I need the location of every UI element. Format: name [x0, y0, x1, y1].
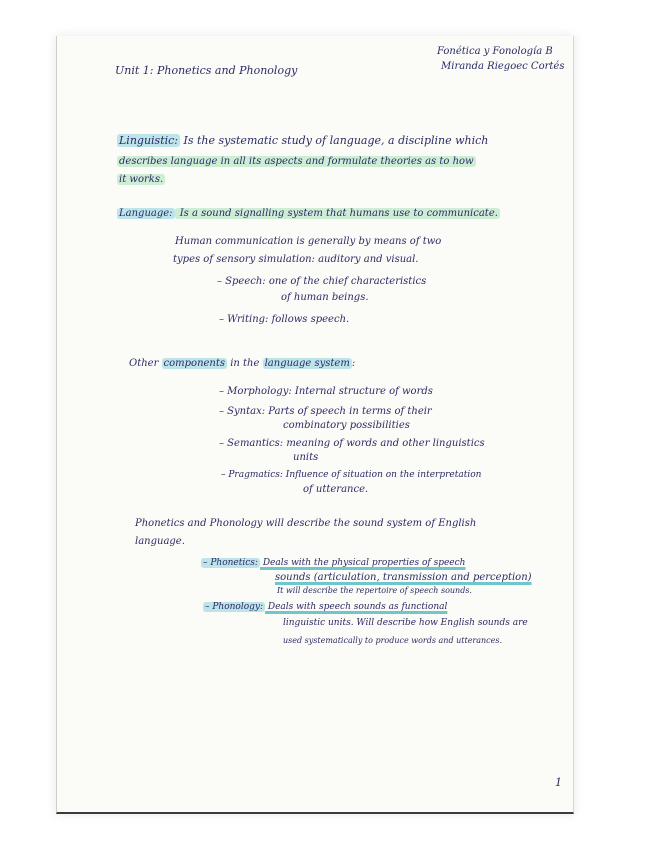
phonetics-label: – Phonetics: — [203, 558, 258, 568]
language-line-1 — [117, 208, 500, 219]
phonetics-line-1: – Phonetics: Deals with the physical properties of speech — [203, 558, 466, 568]
pragmatics-line-2: of utterance. — [303, 484, 369, 495]
communication-line-1: Human communication is generally by means of two — [175, 236, 442, 247]
course-name: Fonética y Fonología B — [437, 46, 553, 57]
communication-line-2: types of sensory simulation: auditory and visual. — [173, 254, 419, 265]
phonology-line-3: used systematically to produce words and utterances. — [283, 636, 503, 645]
linguistic-line-3: it works. — [119, 174, 164, 185]
semantics-line-2: units — [293, 452, 319, 463]
phonetics-line-2: sounds (articulation, transmission and perception) — [275, 572, 532, 583]
language-def: Is a sound signalling system that humans use to communicate. — [176, 208, 498, 219]
syntax-line-2: combinatory possibilities — [283, 420, 410, 431]
phonology-label: – Phonology: — [205, 602, 264, 612]
components-intro: Other components in the language system : — [129, 358, 356, 369]
semantics-line-1: – Semantics: meaning of words and other linguistics — [219, 438, 485, 449]
page-number: 1 — [555, 776, 562, 789]
pragmatics-line-1: – Pragmatics: Influence of situation on the interpretation — [221, 470, 482, 480]
morphology-line: – Morphology: Internal structure of words — [219, 386, 433, 397]
linguistic-term: Linguistic: — [119, 134, 179, 147]
linguistic-line-1 — [117, 134, 488, 147]
syntax-line-1: – Syntax: Parts of speech in terms of their — [219, 406, 432, 417]
notebook-page — [56, 36, 574, 814]
writing-line: – Writing: follows speech. — [219, 314, 350, 325]
phon-intro-line-1: Phonetics and Phonology will describe the sound system of English — [135, 518, 477, 529]
linguistic-def-1: Is the systematic study of language, a discipline which — [180, 134, 489, 147]
unit-title: Unit 1: Phonetics and Phonology — [115, 64, 298, 77]
author-name: Miranda Riegoec Cortés — [441, 61, 565, 72]
speech-line-1: – Speech: one of the chief characteristics — [217, 276, 427, 287]
language-term: Language: — [119, 208, 173, 219]
phonology-line-2: linguistic units. Will describe how English sounds are — [283, 618, 528, 628]
phon-intro-line-2: language. — [135, 536, 185, 547]
speech-line-2: of human beings. — [281, 292, 369, 303]
phonology-line-1: – Phonology: Deals with speech sounds as functional — [205, 602, 448, 612]
phonetics-line-3: It will describe the repertoire of speech sounds. — [277, 586, 472, 595]
linguistic-line-2: describes language in all its aspects and formulate theories as to how — [119, 156, 474, 167]
